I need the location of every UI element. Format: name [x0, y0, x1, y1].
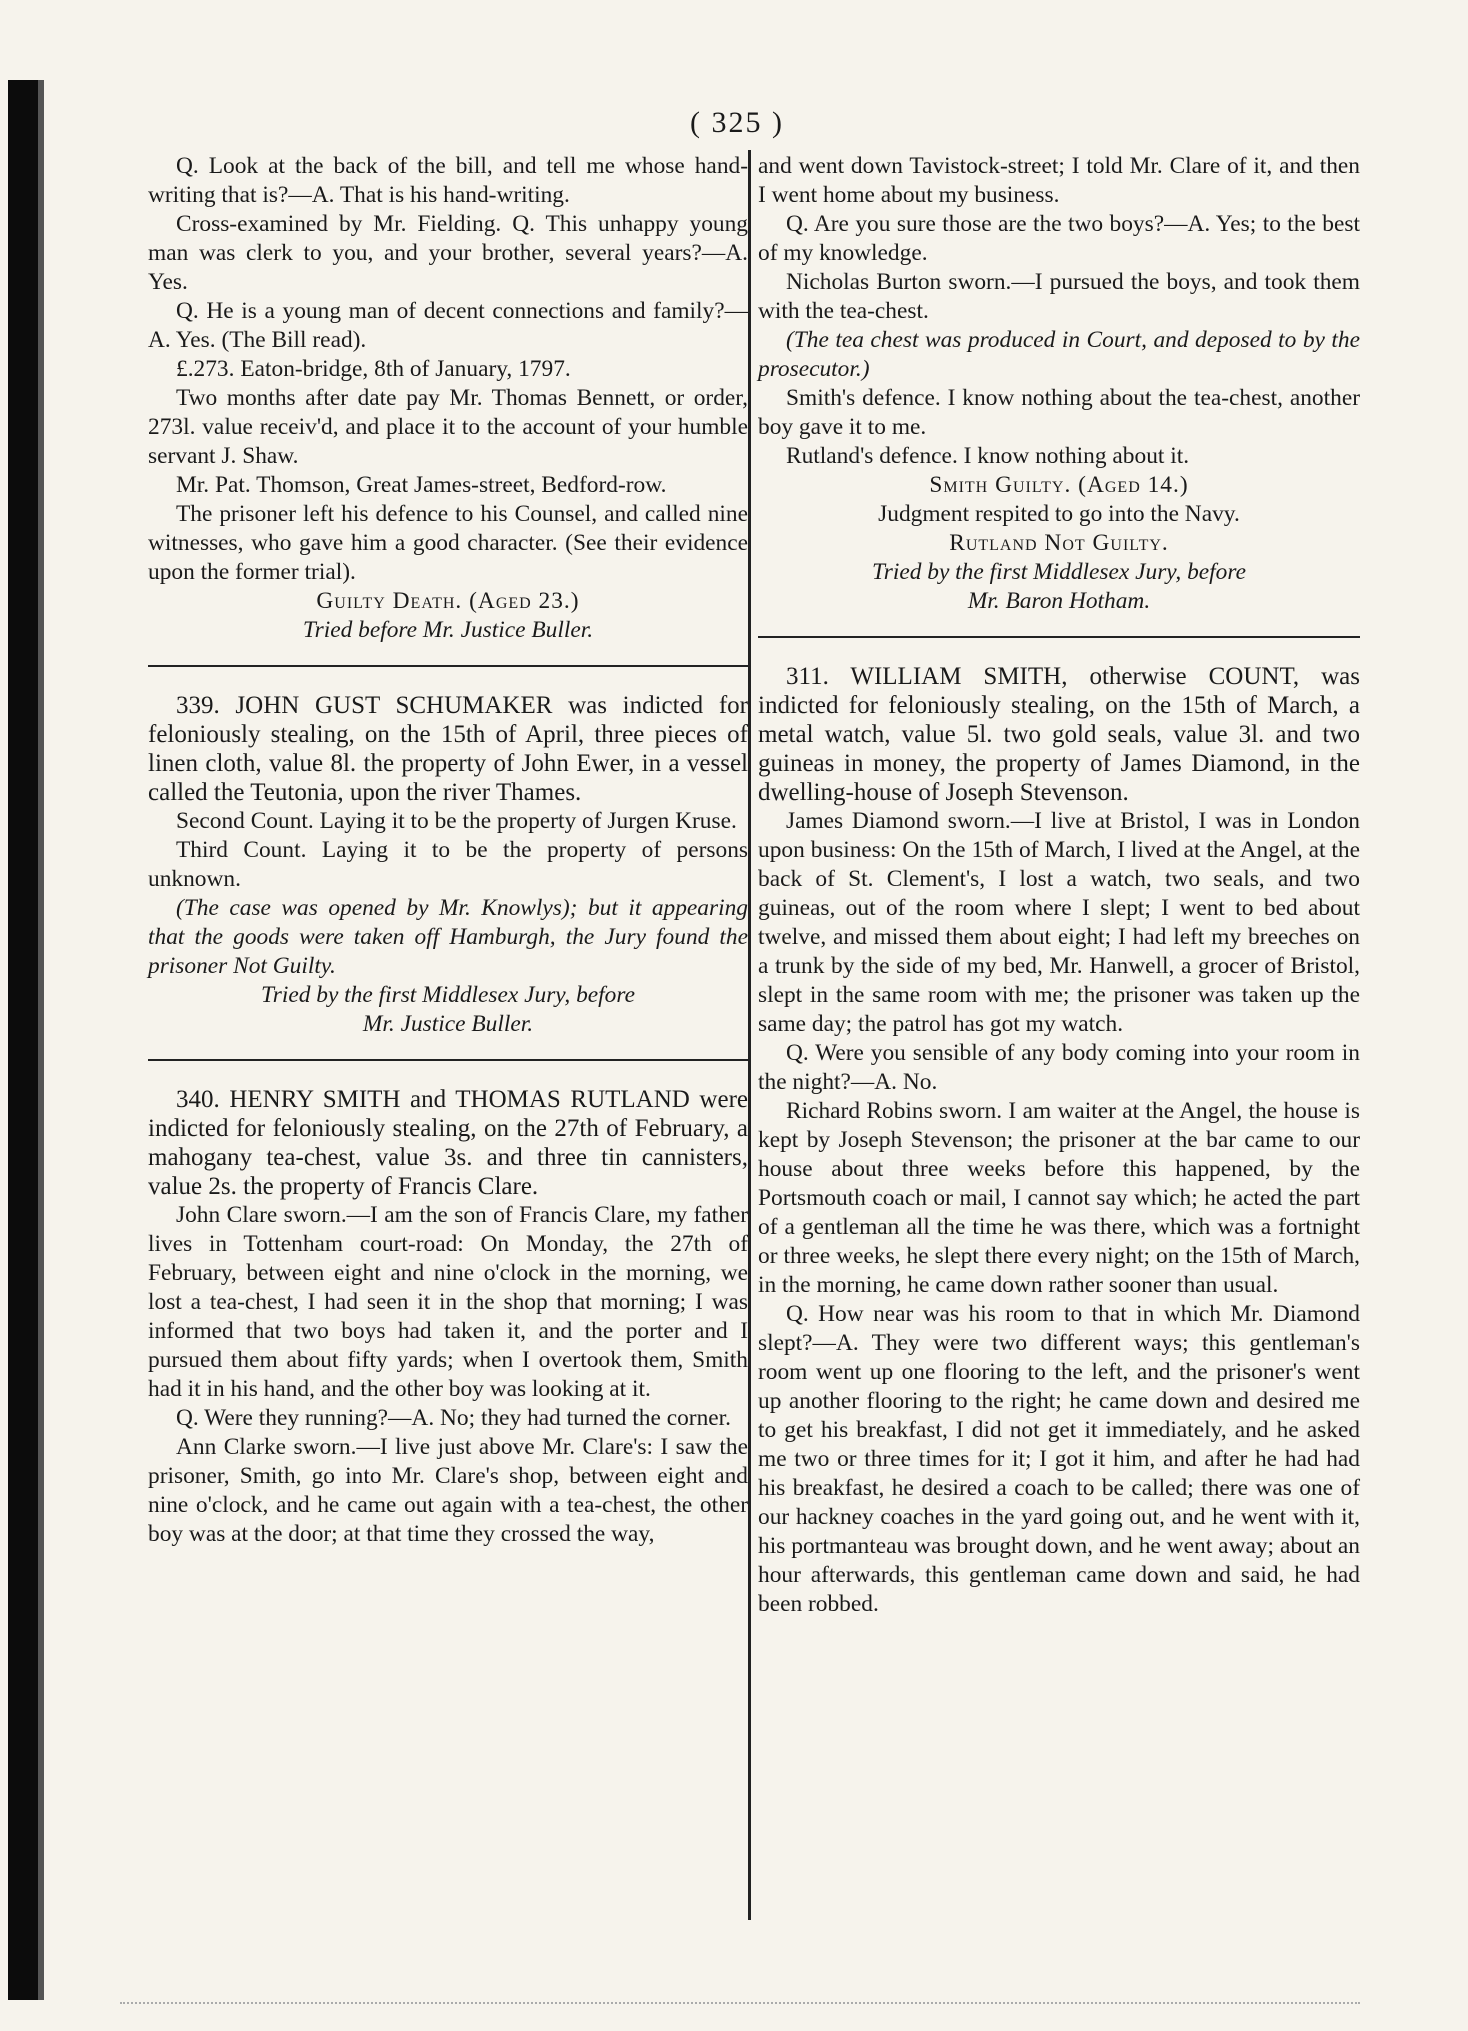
right-column-paragraph: 311. WILLIAM SMITH, otherwise COUNT, was indicted for feloniously stealing, on the 15th of March, a metal watch, value 5l. two gold seals, value 3l. and two guineas in money, the property of James Diamond, in the dwelling-house of Joseph Stevenson.: [758, 663, 1360, 806]
book-binding-shadow: [8, 80, 38, 2000]
left-column: [148, 152, 748, 1549]
right-column-paragraph: Tried by the first Middlesex Jury, before: [872, 559, 1246, 585]
left-column-paragraph: Cross-examined by Mr. Fielding. Q. This unhappy young man was clerk to you, and your brother, several years?—A. Yes.: [148, 211, 748, 295]
right-column-paragraph: Rutland's defence. I know nothing about it.: [786, 443, 1190, 469]
book-binding-edge: [38, 80, 44, 2000]
left-column-paragraph: Tried by the first Middlesex Jury, before: [261, 982, 635, 1008]
left-column-paragraph: Q. Look at the back of the bill, and tell me whose hand-writing that is?—A. That is his hand-writing.: [148, 153, 748, 208]
left-column-paragraph: John Clare sworn.—I am the son of Francis Clare, my father lives in Tottenham court-road: On Monday, the 27th of February, between eight and nine o'clock in the morning, we lost a tea-chest, I had seen it in the shop that morning; I was informed that two boys had taken it, and the porter and I pursued them about fifty yards; when I overtook them, Smith had it in his hand, and the other boy was looking at it.: [148, 1202, 748, 1402]
left-column-paragraph: (The case was opened by Mr. Knowlys); but it appearing that the goods were taken off Hamburgh, the Jury found the prisoner Not Guilty.: [148, 895, 748, 979]
left-column-paragraph: Mr. Justice Buller.: [362, 1011, 534, 1037]
bottom-scan-marks: [120, 2002, 1360, 2007]
left-column-paragraph: Two months after date pay Mr. Thomas Bennett, or order, 273l. value receiv'd, and place it to the account of your humble servant J. Shaw.: [148, 385, 748, 469]
left-column-paragraph: Guilty Death. (Aged 23.): [316, 588, 580, 614]
section-rule: [758, 636, 1360, 638]
right-column-paragraph: Q. Are you sure those are the two boys?—A. Yes; to the best of my knowledge.: [758, 211, 1360, 266]
section-rule: [148, 1059, 748, 1061]
right-column-paragraph: Q. How near was his room to that in which Mr. Diamond slept?—A. They were two different ways; this gentleman's room went up one flooring to the left, and the prisoner's went up another flooring to the right; he came down and desired me to get his breakfast, I did not get it immediately, and he asked me two or three times for it; I got it him, and after he had had his breakfast, he desired a coach to be called; there was one of our hackney coaches in the yard going out, and he went with it, his portmanteau was brought down, and he went away; about an hour afterwards, this gentleman came down and said, he had been robbed.: [758, 1301, 1360, 1617]
left-column-paragraph: Q. He is a young man of decent connections and family?—A. Yes. (The Bill read).: [148, 298, 748, 353]
right-column-paragraph: Richard Robins sworn. I am waiter at the Angel, the house is kept by Joseph Stevenson; the prisoner at the bar came to our house about three weeks before this happened, by the Portsmouth coach or mail, I cannot say which; he acted the part of a gentleman all the time he was there, which was a fortnight or three weeks, he slept there every night; on the 15th of March, in the morning, he came down rather sooner than usual.: [758, 1098, 1360, 1298]
left-column-paragraph: Mr. Pat. Thomson, Great James-street, Bedford-row.: [176, 472, 667, 498]
column-divider: [748, 150, 751, 1920]
section-rule: [148, 665, 748, 667]
left-column-paragraph: 339. JOHN GUST SCHUMAKER was indicted for feloniously stealing, on the 15th of April, three pieces of linen cloth, value 8l. the property of John Ewer, in a vessel called the Teutonia, upon the river Thames.: [148, 692, 748, 806]
right-column-paragraph: James Diamond sworn.—I live at Bristol, I was in London upon business: On the 15th of March, I lived at the Angel, at the back of St. Clement's, I lost a watch, two seals, and two guineas, out of the room where I slept; I went to bed about twelve, and missed them about eight; I had left my breeches on a trunk by the side of my bed, Mr. Hanwell, a grocer of Bristol, slept in the same room with me; the prisoner was taken up the same day; the patrol has got my watch.: [758, 808, 1360, 1037]
right-column-paragraph: Smith's defence. I know nothing about the tea-chest, another boy gave it to me.: [758, 385, 1360, 440]
right-column-paragraph: Smith Guilty. (Aged 14.): [929, 472, 1189, 498]
left-column-paragraph: Q. Were they running?—A. No; they had turned the corner.: [176, 1405, 732, 1431]
right-column-paragraph: and went down Tavistock-street; I told Mr. Clare of it, and then I went home about my business.: [758, 153, 1360, 208]
right-column-paragraph: (The tea chest was produced in Court, and deposed to by the prosecutor.): [758, 327, 1360, 382]
right-column-paragraph: Rutland Not Guilty.: [949, 530, 1169, 556]
left-column-paragraph: Tried before Mr. Justice Buller.: [302, 617, 594, 643]
right-column: [758, 152, 1360, 1619]
left-column-paragraph: £.273. Eaton-bridge, 8th of January, 1797.: [176, 356, 571, 382]
left-column-paragraph: Third Count. Laying it to be the property of persons unknown.: [148, 837, 748, 892]
left-column-paragraph: Ann Clarke sworn.—I live just above Mr. Clare's: I saw the prisoner, Smith, go into Mr. Clare's shop, between eight and nine o'clock, and he came out again with a tea-chest, the other boy was at the door; at that time they crossed the way,: [148, 1434, 748, 1547]
right-column-paragraph: Judgment respited to go into the Navy.: [878, 501, 1240, 527]
page-number: ( 325 ): [690, 106, 784, 139]
left-column-paragraph: Second Count. Laying it to be the property of Jurgen Kruse.: [176, 808, 737, 834]
left-column-paragraph: 340. HENRY SMITH and THOMAS RUTLAND were indicted for feloniously stealing, on the 27th of February, a mahogany tea-chest, value 3s. and three tin cannisters, value 2s. the property of Francis Clare.: [148, 1086, 748, 1200]
right-column-paragraph: Mr. Baron Hotham.: [967, 588, 1151, 614]
left-column-paragraph: The prisoner left his defence to his Counsel, and called nine witnesses, who gave him a good character. (See their evidence upon the former trial).: [148, 501, 748, 585]
right-column-paragraph: Q. Were you sensible of any body coming into your room in the night?—A. No.: [758, 1040, 1360, 1095]
right-column-paragraph: Nicholas Burton sworn.—I pursued the boys, and took them with the tea-chest.: [758, 269, 1360, 324]
